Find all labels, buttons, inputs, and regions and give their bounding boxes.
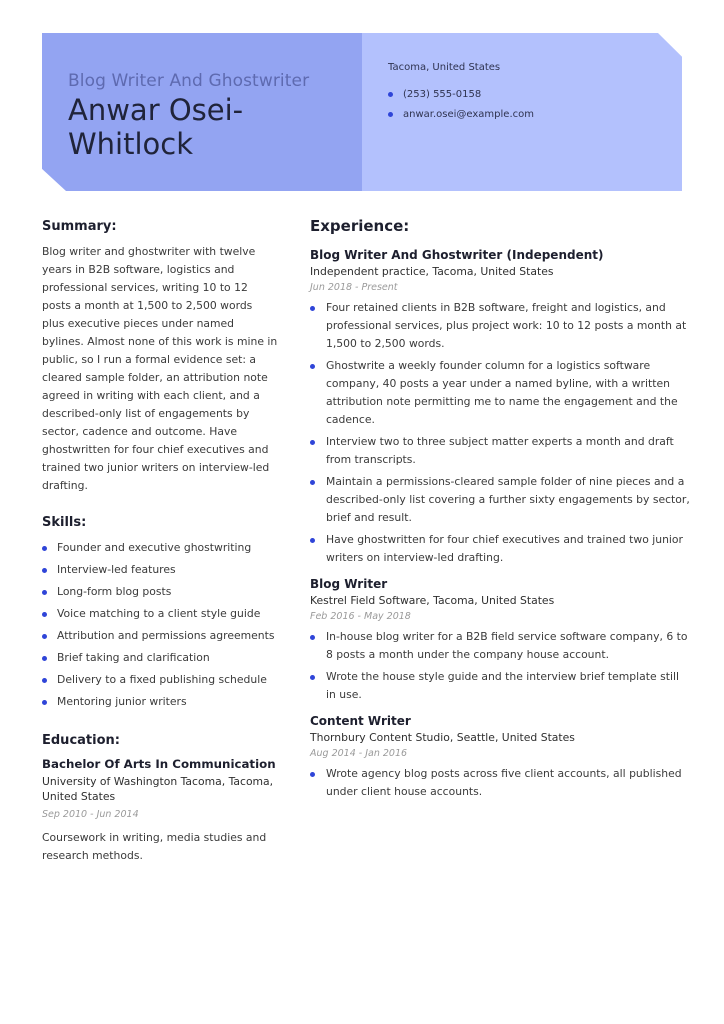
- job-bullet: [310, 765, 690, 801]
- skill-item: [42, 625, 278, 647]
- job-company: Thornbury Content Studio, Seattle, United States: [310, 731, 575, 744]
- contact-email: [388, 109, 534, 120]
- job-bullets: [310, 299, 690, 567]
- job-bullet: [310, 433, 690, 469]
- bullet-icon: [310, 306, 315, 311]
- bullet-icon: [388, 112, 393, 117]
- right-column: [310, 217, 690, 805]
- bullet-text: Maintain a permissions-cleared sample folder of nine pieces and a described-only list covering a further sixty engagements by sector, brief and result.: [326, 475, 690, 524]
- skill-label: Interview-led features: [57, 563, 176, 576]
- bullet-icon: [310, 364, 315, 369]
- skill-label: Mentoring junior writers: [57, 695, 187, 708]
- job-title: Blog Writer And Ghostwriter: [68, 71, 310, 91]
- skill-label: Long-form blog posts: [57, 585, 172, 598]
- bullet-icon: [42, 546, 47, 551]
- bullet-icon: [310, 772, 315, 777]
- bullet-icon: [42, 634, 47, 639]
- bullet-icon: [310, 675, 315, 680]
- bullet-icon: [310, 480, 315, 485]
- job-entry: [310, 714, 690, 801]
- bullet-text: Four retained clients in B2B software, freight and logistics, and professional services, plus project work: 10 to 12 posts a month at 1,500 to 2,500 words.: [326, 301, 687, 350]
- bullet-icon: [42, 678, 47, 683]
- job-bullet: [310, 531, 690, 567]
- skill-item: [42, 537, 278, 559]
- skill-item: [42, 669, 278, 691]
- bullet-text: Ghostwrite a weekly founder column for a logistics software company, 40 posts a year under a named byline, with a written attribution note permitting me to name the engagement and the cadence.: [326, 359, 678, 426]
- education-heading: Education:: [42, 733, 120, 748]
- job-bullet: [310, 473, 690, 527]
- left-column: [42, 219, 278, 865]
- skill-item: [42, 581, 278, 603]
- job-bullet: [310, 299, 690, 353]
- bullet-icon: [42, 700, 47, 705]
- resume-header: [42, 33, 682, 191]
- bullet-icon: [310, 440, 315, 445]
- job-bullet: [310, 357, 690, 429]
- contact-phone: [388, 89, 481, 100]
- education-school: University of Washington Tacoma, Tacoma, United States: [42, 775, 274, 803]
- bullet-icon: [310, 538, 315, 543]
- bullet-text: Have ghostwritten for four chief executives and trained two junior writers on interview-led drafting.: [326, 533, 683, 564]
- skill-item: [42, 603, 278, 625]
- summary-heading: Summary:: [42, 219, 117, 234]
- skill-label: Delivery to a fixed publishing schedule: [57, 673, 267, 686]
- bullet-icon: [42, 590, 47, 595]
- education-dates: Sep 2010 - Jun 2014: [42, 809, 139, 820]
- job-bullet: [310, 668, 690, 704]
- email-text: anwar.osei@example.com: [403, 109, 534, 120]
- bullet-text: Wrote the house style guide and the interview brief template still in use.: [326, 670, 679, 701]
- skills-heading: Skills:: [42, 515, 87, 530]
- contact-location: Tacoma, United States: [388, 62, 501, 73]
- phone-text: (253) 555-0158: [403, 89, 482, 100]
- bullet-text: Wrote agency blog posts across five client accounts, all published under client house accounts.: [326, 767, 682, 798]
- skill-label: Founder and executive ghostwriting: [57, 541, 252, 554]
- job-role: Blog Writer And Ghostwriter (Independent): [310, 248, 604, 262]
- bullet-text: Interview two to three subject matter experts a month and draft from transcripts.: [326, 435, 674, 466]
- bullet-icon: [42, 656, 47, 661]
- summary-text: Blog writer and ghostwriter with twelve years in B2B software, logistics and professional services, writing 10 to 12 posts a month at 1,500 to 2,500 words plus executive pieces under named bylines. Almost none of this work is mine in public, so I run a formal evidence set: a cleared sample folder, an attribution note agreed in writing with each client, and a described-only list of engagements by sector, cadence and outcome. Have ghostwritten for four chief executives and trained two junior writers on interview-led drafting.: [42, 245, 278, 492]
- skill-label: Attribution and permissions agreements: [57, 629, 275, 642]
- bullet-icon: [310, 635, 315, 640]
- experience-heading: Experience:: [310, 217, 410, 235]
- job-company: Independent practice, Tacoma, United States: [310, 265, 554, 278]
- bullet-icon: [42, 612, 47, 617]
- job-bullets: [310, 765, 690, 801]
- skill-label: Voice matching to a client style guide: [57, 607, 261, 620]
- job-role: Content Writer: [310, 714, 411, 728]
- bullet-icon: [42, 568, 47, 573]
- job-company: Kestrel Field Software, Tacoma, United States: [310, 594, 555, 607]
- job-entry: [310, 577, 690, 704]
- education-note: Coursework in writing, media studies and research methods.: [42, 831, 267, 862]
- candidate-name: Anwar Osei-Whitlock: [68, 93, 244, 161]
- skill-item: [42, 647, 278, 669]
- skill-item: [42, 559, 278, 581]
- skill-item: [42, 691, 278, 713]
- job-entry: [310, 248, 690, 567]
- job-bullets: [310, 628, 690, 704]
- bullet-icon: [388, 92, 393, 97]
- skills-list: [42, 537, 278, 713]
- job-bullet: [310, 628, 690, 664]
- bullet-text: In-house blog writer for a B2B field service software company, 6 to 8 posts a month under the company house account.: [326, 630, 688, 661]
- job-dates: Feb 2016 - May 2018: [310, 611, 411, 622]
- skill-label: Brief taking and clarification: [57, 651, 210, 664]
- education-degree: Bachelor Of Arts In Communication: [42, 757, 276, 771]
- job-dates: Jun 2018 - Present: [310, 282, 398, 293]
- job-role: Blog Writer: [310, 577, 388, 591]
- job-dates: Aug 2014 - Jan 2016: [310, 748, 408, 759]
